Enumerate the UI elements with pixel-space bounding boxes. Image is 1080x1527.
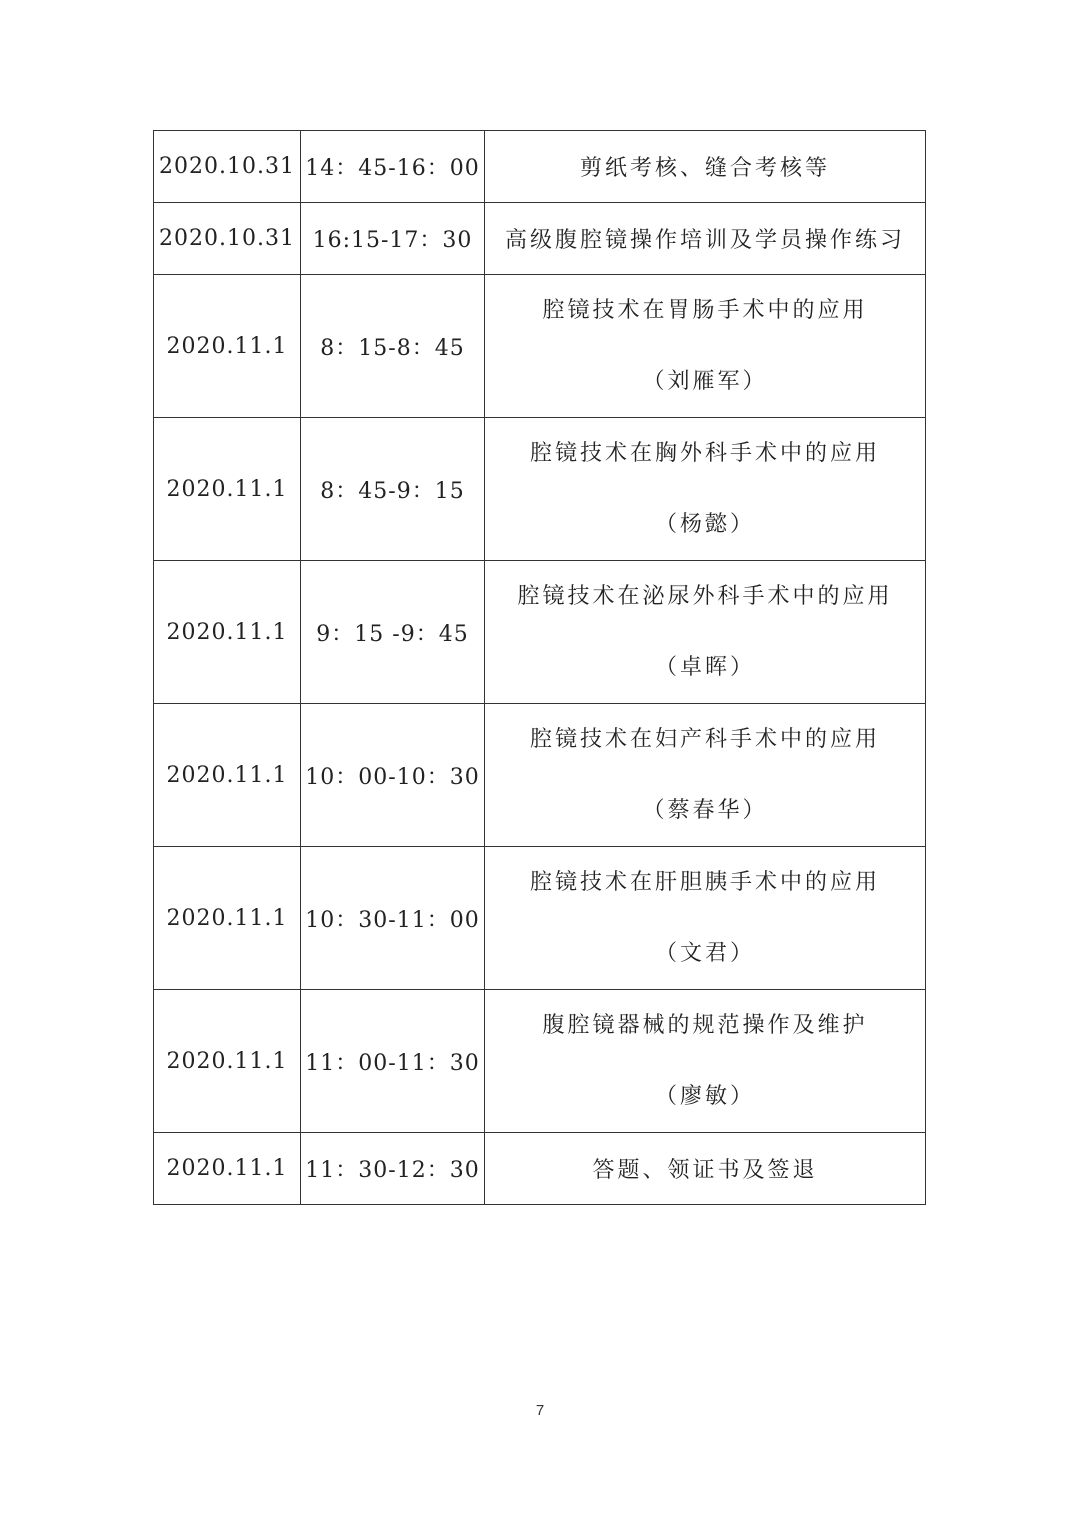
topic-cell <box>485 131 926 203</box>
time-cell: 9：15 -9：45 <box>301 561 485 704</box>
topic-title: 腔镜技术在肝胆胰手术中的应用 <box>529 870 880 895</box>
date-cell: 2020.11.1 <box>154 418 301 561</box>
date-cell: 2020.10.31 <box>154 131 301 203</box>
time-cell: 14：45-16：00 <box>301 131 485 203</box>
speaker-name: （刘雁军） <box>642 369 768 394</box>
date-cell: 2020.11.1 <box>154 847 301 990</box>
table-row <box>154 418 926 561</box>
topic-title: 腔镜技术在胸外科手术中的应用 <box>529 441 880 466</box>
speaker-name: （文君） <box>654 941 755 966</box>
schedule-table <box>153 130 926 1205</box>
table-row <box>154 1133 926 1205</box>
table-row <box>154 561 926 704</box>
table-row <box>154 847 926 990</box>
topic-title: 答题、领证书及签退 <box>592 1158 818 1183</box>
time-cell: 11：00-11：30 <box>301 990 485 1133</box>
speaker-name: （卓晖） <box>654 655 755 680</box>
time-cell: 10：00-10：30 <box>301 704 485 847</box>
topic-title: 高级腹腔镜操作培训及学员操作练习 <box>504 228 905 253</box>
speaker-name: （杨懿） <box>654 512 755 537</box>
table-row <box>154 203 926 275</box>
time-cell: 16:15-17：30 <box>301 203 485 275</box>
table-row <box>154 990 926 1133</box>
topic-cell <box>485 561 926 704</box>
date-cell: 2020.10.31 <box>154 203 301 275</box>
topic-cell <box>485 203 926 275</box>
topic-cell <box>485 847 926 990</box>
topic-title: 腹腔镜器械的规范操作及维护 <box>542 1013 868 1038</box>
date-cell: 2020.11.1 <box>154 990 301 1133</box>
time-cell: 11：30-12：30 <box>301 1133 485 1205</box>
topic-cell <box>485 418 926 561</box>
topic-cell <box>485 1133 926 1205</box>
topic-title: 腔镜技术在胃肠手术中的应用 <box>542 298 868 323</box>
topic-cell <box>485 704 926 847</box>
topic-cell <box>485 990 926 1133</box>
speaker-name: （廖敏） <box>654 1084 755 1109</box>
speaker-name: （蔡春华） <box>642 798 768 823</box>
date-cell: 2020.11.1 <box>154 1133 301 1205</box>
topic-cell <box>485 275 926 418</box>
topic-title: 剪纸考核、缝合考核等 <box>579 156 830 181</box>
table-row <box>154 131 926 203</box>
date-cell: 2020.11.1 <box>154 704 301 847</box>
time-cell: 8：15-8：45 <box>301 275 485 418</box>
page-number: 7 <box>535 1402 545 1419</box>
time-cell: 10：30-11：00 <box>301 847 485 990</box>
date-cell: 2020.11.1 <box>154 561 301 704</box>
topic-title: 腔镜技术在泌尿外科手术中的应用 <box>517 584 893 609</box>
topic-title: 腔镜技术在妇产科手术中的应用 <box>529 727 880 752</box>
table-row <box>154 704 926 847</box>
date-cell: 2020.11.1 <box>154 275 301 418</box>
time-cell: 8：45-9：15 <box>301 418 485 561</box>
table-row <box>154 275 926 418</box>
